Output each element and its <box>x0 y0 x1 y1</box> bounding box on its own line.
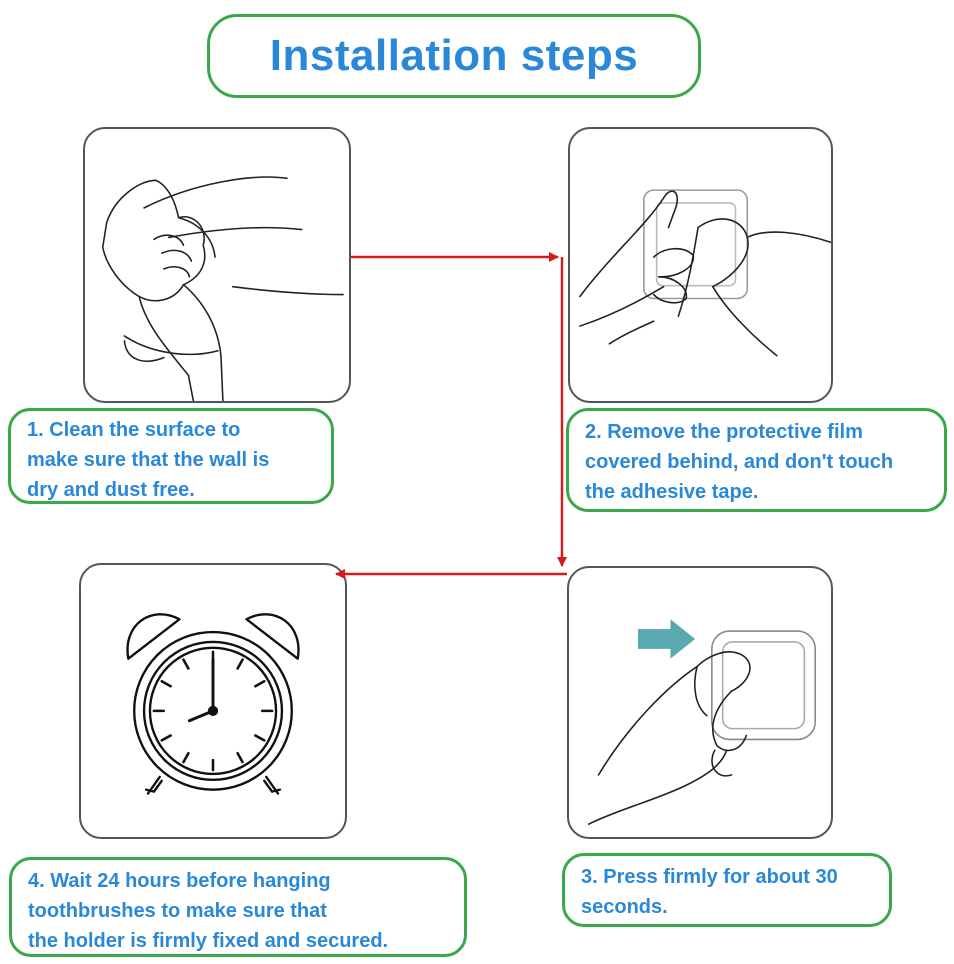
step-2-caption <box>566 408 947 512</box>
step-3-line-2: seconds. <box>581 896 668 918</box>
step-4-line-1: 4. Wait 24 hours before hanging <box>28 870 331 892</box>
pressing-finger-icon <box>569 568 831 837</box>
step-1-line-2: make sure that the wall is <box>27 449 270 471</box>
step-1-illustration <box>83 127 351 403</box>
peeling-film-icon <box>570 129 831 401</box>
step-4-line-3: the holder is firmly fixed and secured. <box>28 930 389 952</box>
title-frame <box>207 14 701 98</box>
step-1-caption <box>8 408 334 504</box>
press-direction-arrow <box>638 619 695 658</box>
step-1-line-3: dry and dust free. <box>27 479 195 501</box>
step-2-line-3: the adhesive tape. <box>585 481 759 503</box>
step-4-illustration <box>79 563 347 839</box>
step-3-illustration <box>567 566 833 839</box>
step-1-line-1: 1. Clean the surface to <box>27 419 241 441</box>
step-3-line-1: 3. Press firmly for about 30 <box>581 866 838 888</box>
step-3-caption <box>562 853 892 927</box>
step-2-line-1: 2. Remove the protective film <box>585 421 863 443</box>
step-2-illustration <box>568 127 833 403</box>
step-4-line-2: toothbrushes to make sure that <box>28 900 327 922</box>
cleaning-hand-icon <box>85 129 349 401</box>
page-title: Installation steps <box>269 31 639 80</box>
step-2-line-2: covered behind, and don't touch <box>585 451 894 473</box>
step-4-caption <box>9 857 467 957</box>
alarm-clock-icon <box>81 565 345 837</box>
